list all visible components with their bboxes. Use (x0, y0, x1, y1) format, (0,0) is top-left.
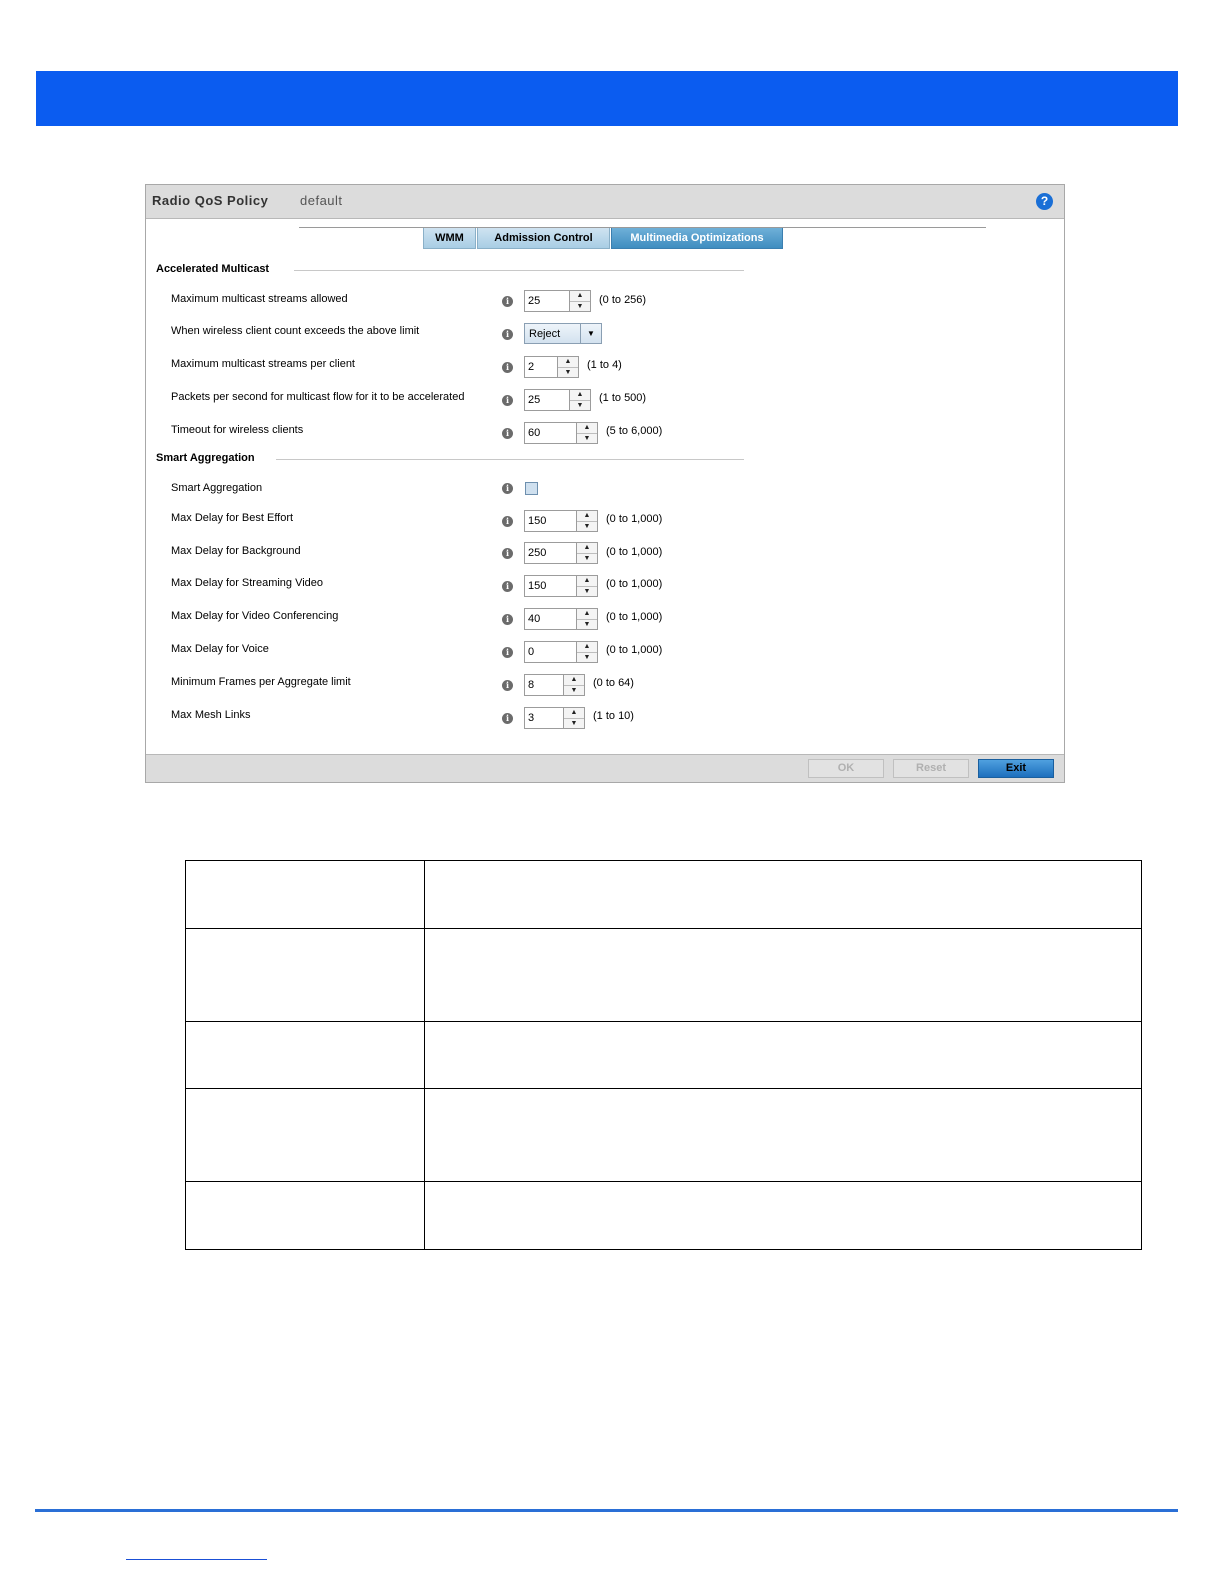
section-title-accelerated-multicast: Accelerated Multicast (156, 263, 270, 275)
stepper-down-icon[interactable]: ▼ (577, 652, 597, 663)
section-divider (294, 270, 744, 271)
stepper-buttons (558, 356, 579, 378)
stepper-down-icon[interactable]: ▼ (577, 553, 597, 564)
range-hint: (1 to 500) (599, 392, 647, 404)
field-label: Maximum multicast streams allowed (171, 293, 348, 305)
tab-wmm[interactable]: WMM (423, 228, 476, 249)
field-label: When wireless client count exceeds the above limit (171, 325, 420, 337)
field-label: Max Delay for Video Conferencing (171, 610, 339, 622)
table-cell (186, 1022, 425, 1089)
voice-delay-input[interactable] (524, 641, 577, 663)
info-icon[interactable]: i (502, 680, 513, 691)
table-cell (425, 929, 1142, 1022)
reset-button[interactable]: Reset (893, 759, 969, 778)
client-timeout-stepper (524, 422, 598, 444)
voice-delay-stepper (524, 641, 598, 663)
stepper-buttons (577, 608, 598, 630)
max-multicast-streams-input[interactable] (524, 290, 570, 312)
packets-per-second-stepper (524, 389, 591, 411)
streaming-video-delay-stepper (524, 575, 598, 597)
table-row (186, 1089, 1142, 1182)
ok-button[interactable]: OK (808, 759, 884, 778)
field-label: Smart Aggregation (171, 482, 263, 494)
stepper-up-icon[interactable]: ▲ (583, 424, 591, 431)
info-icon[interactable]: i (502, 581, 513, 592)
info-icon[interactable]: i (502, 614, 513, 625)
best-effort-delay-input[interactable] (524, 510, 577, 532)
field-label: Minimum Frames per Aggregate limit (171, 676, 351, 688)
stepper-buttons (577, 575, 598, 597)
stepper-up-icon[interactable]: ▲ (564, 358, 572, 365)
section-title-smart-aggregation: Smart Aggregation (156, 452, 255, 464)
stepper-down-icon[interactable]: ▼ (570, 301, 590, 312)
stepper-down-icon[interactable]: ▼ (564, 718, 584, 729)
max-mesh-links-input[interactable] (524, 707, 564, 729)
stepper-down-icon[interactable]: ▼ (577, 433, 597, 444)
video-conferencing-delay-input[interactable] (524, 608, 577, 630)
table-cell (425, 861, 1142, 929)
stepper-up-icon[interactable]: ▲ (570, 709, 578, 716)
background-delay-input[interactable] (524, 542, 577, 564)
stepper-buttons (564, 674, 585, 696)
stepper-up-icon[interactable]: ▲ (583, 544, 591, 551)
table-row (186, 1182, 1142, 1250)
table-cell (186, 861, 425, 929)
tab-multimedia-optimizations[interactable]: Multimedia Optimizations (611, 228, 783, 249)
window-footer (146, 754, 1064, 782)
info-icon[interactable]: i (502, 647, 513, 658)
stepper-buttons (570, 290, 591, 312)
info-icon[interactable]: i (502, 548, 513, 559)
help-icon[interactable]: ? (1036, 193, 1053, 210)
field-label: Max Delay for Streaming Video (171, 577, 324, 589)
tab-admission-control[interactable]: Admission Control (477, 228, 610, 249)
field-label: Max Delay for Background (171, 545, 301, 557)
stepper-up-icon[interactable]: ▲ (583, 643, 591, 650)
stepper-down-icon[interactable]: ▼ (558, 367, 578, 378)
max-mesh-links-stepper (524, 707, 585, 729)
table-row (186, 929, 1142, 1022)
window-header (146, 185, 1064, 219)
stepper-up-icon[interactable]: ▲ (583, 577, 591, 584)
video-conferencing-delay-stepper (524, 608, 598, 630)
range-hint: (0 to 1,000) (606, 578, 663, 590)
range-hint: (0 to 256) (599, 294, 647, 306)
footer-link-underline[interactable] (126, 1559, 267, 1560)
streaming-video-delay-input[interactable] (524, 575, 577, 597)
info-icon[interactable]: i (502, 428, 513, 439)
range-hint: (0 to 64) (593, 677, 634, 689)
background-delay-stepper (524, 542, 598, 564)
info-icon[interactable]: i (502, 296, 513, 307)
stepper-down-icon[interactable]: ▼ (570, 400, 590, 411)
stepper-down-icon[interactable]: ▼ (577, 521, 597, 532)
range-hint: (5 to 6,000) (606, 425, 663, 437)
table-cell (186, 929, 425, 1022)
stepper-buttons (570, 389, 591, 411)
field-label: Max Mesh Links (171, 709, 251, 721)
field-label: Max Delay for Best Effort (171, 512, 294, 524)
header-banner (36, 71, 1178, 126)
table-row (186, 861, 1142, 929)
info-icon[interactable]: i (502, 516, 513, 527)
info-icon[interactable]: i (502, 329, 513, 340)
stepper-buttons (577, 641, 598, 663)
min-frames-input[interactable] (524, 674, 564, 696)
info-icon[interactable]: i (502, 713, 513, 724)
stepper-buttons (577, 542, 598, 564)
streams-per-client-input[interactable] (524, 356, 558, 378)
table-row (186, 1022, 1142, 1089)
chevron-down-icon: ▼ (580, 324, 601, 343)
table-cell (186, 1089, 425, 1182)
stepper-down-icon[interactable]: ▼ (577, 619, 597, 630)
info-icon[interactable]: i (502, 483, 513, 494)
client-timeout-input[interactable] (524, 422, 577, 444)
field-label: Packets per second for multicast flow for it to be accelerated (171, 391, 465, 403)
range-hint: (1 to 4) (587, 359, 622, 371)
range-hint: (0 to 1,000) (606, 644, 663, 656)
description-table (185, 860, 1142, 1250)
range-hint: (0 to 1,000) (606, 611, 663, 623)
section-divider (276, 459, 744, 460)
info-icon[interactable]: i (502, 395, 513, 406)
policy-name: default (300, 193, 343, 208)
stepper-up-icon[interactable]: ▲ (576, 391, 584, 398)
range-hint: (1 to 10) (593, 710, 634, 722)
range-hint: (0 to 1,000) (606, 546, 663, 558)
max-multicast-streams-stepper (524, 290, 591, 312)
stepper-buttons (577, 510, 598, 532)
stepper-up-icon[interactable]: ▲ (583, 512, 591, 519)
stepper-buttons (577, 422, 598, 444)
exit-button[interactable]: Exit (978, 759, 1054, 778)
smart-aggregation-checkbox[interactable] (525, 482, 538, 495)
range-hint: (0 to 1,000) (606, 513, 663, 525)
stepper-buttons (564, 707, 585, 729)
field-label: Max Delay for Voice (171, 643, 269, 655)
best-effort-delay-stepper (524, 510, 598, 532)
select-value: Reject (529, 327, 561, 340)
info-icon[interactable]: i (502, 362, 513, 373)
stepper-down-icon[interactable]: ▼ (564, 685, 584, 696)
stepper-up-icon[interactable]: ▲ (570, 676, 578, 683)
stepper-up-icon[interactable]: ▲ (576, 292, 584, 299)
footer-divider (35, 1509, 1178, 1512)
field-label: Maximum multicast streams per client (171, 358, 355, 370)
table-cell (425, 1182, 1142, 1250)
stepper-up-icon[interactable]: ▲ (583, 610, 591, 617)
table-cell (186, 1182, 425, 1250)
table-cell (425, 1089, 1142, 1182)
min-frames-stepper (524, 674, 585, 696)
radio-qos-policy-window (145, 184, 1065, 783)
table-cell (425, 1022, 1142, 1089)
client-limit-action-select[interactable] (524, 323, 602, 344)
field-label: Timeout for wireless clients (171, 424, 304, 436)
stepper-down-icon[interactable]: ▼ (577, 586, 597, 597)
window-title: Radio QoS Policy (152, 193, 269, 208)
streams-per-client-stepper (524, 356, 579, 378)
packets-per-second-input[interactable] (524, 389, 570, 411)
